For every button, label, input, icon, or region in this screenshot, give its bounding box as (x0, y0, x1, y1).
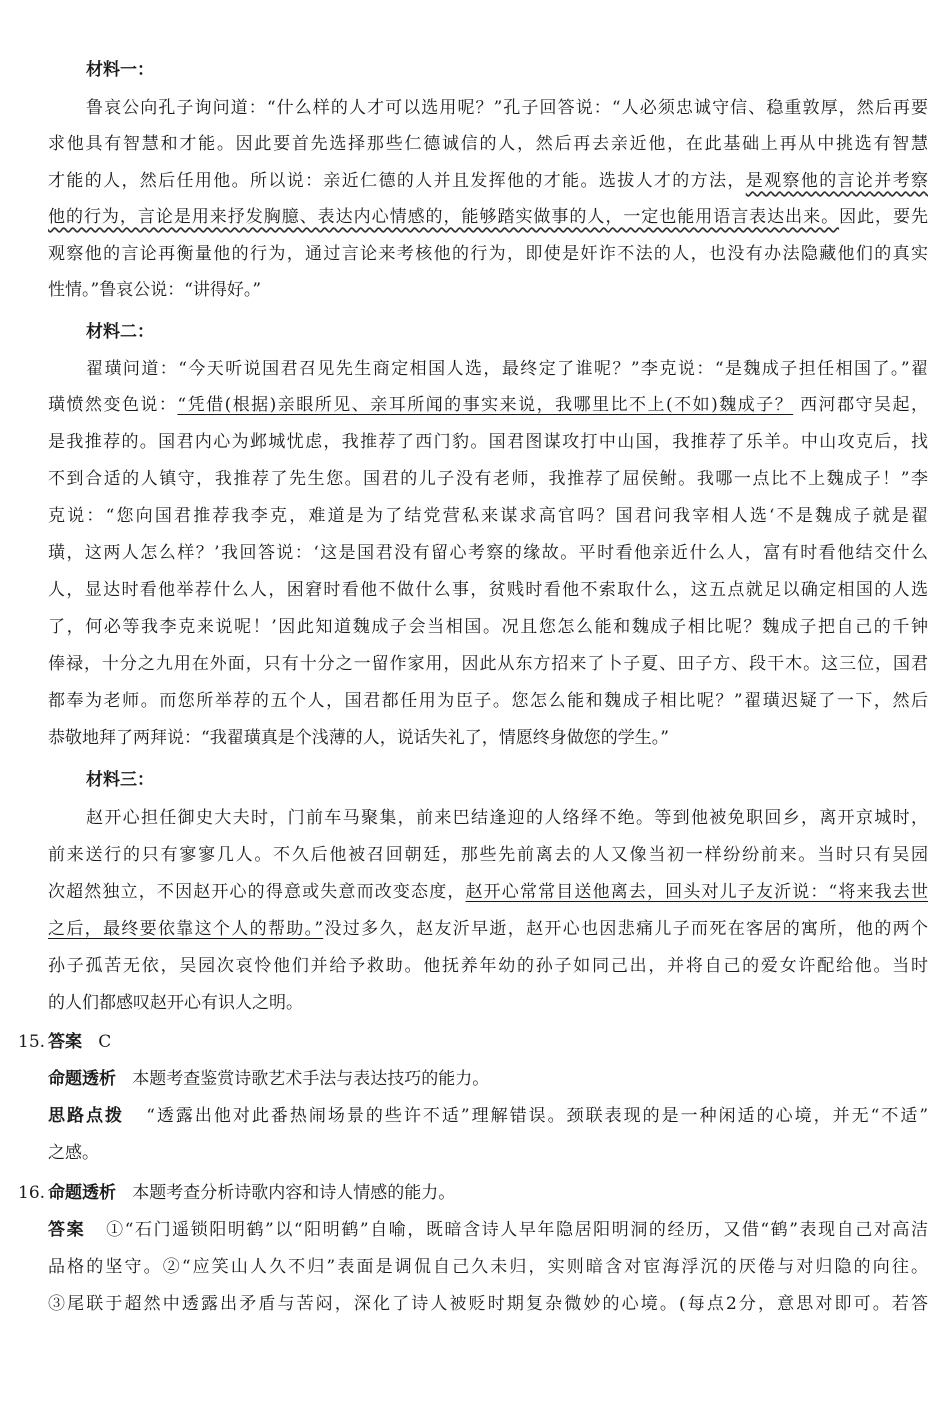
material-3-line: 之后，最终要依靠这个人的帮助。”没过多久，赵友沂早逝，赵开心也因悲痛儿子而死在客居的寓所，他的两个 (48, 919, 928, 939)
material-2-line: 璜愤然变色说：“凭借(根据)亲眼所见、亲耳所闻的事实来说，我哪里比不上(不如)魏成子？ 西河郡守吴起， (48, 395, 928, 415)
material-3-heading: 材料三： (86, 770, 154, 790)
material-2-line: 克说：“您向国君推荐我李克，难道是为了结党营私来谋求高官吗？国君问我宰相人选‘不是魏成子就是翟 (48, 506, 928, 526)
q16-answer-line: 品格的坚守。②“应笑山人久不归”表面是调侃自己久未归，实则暗含对宦海浮沉的厌倦与对归隐的向往。 (48, 1257, 928, 1277)
underlined-text: 之后，最终要依靠这个人的帮助。” (48, 919, 324, 939)
question-15-number: 15. (18, 1032, 46, 1052)
wavy-underlined-text: 他的行为，言论是用来抒发胸臆、表达内心情感的，能够踏实做事的人，一定也能用语言表达出来。 (48, 207, 840, 227)
answer-value: C (98, 1032, 112, 1052)
material-1-line: 观察他的言论再衡量他的行为，通过言论来考核他的行为，即使是奸诈不法的人，也没有办法隐藏他们的真实 (48, 244, 928, 264)
material-2-line: 恭敬地拜了两拜说：“我翟璜真是个浅薄的人，说话失礼了，情愿终身做您的学生。” (48, 728, 669, 748)
material-2-heading: 材料二： (86, 322, 154, 342)
material-2-line: 璜，这两人怎么样？’我回答说：‘这是国君没有留心考察的缘故。平时看他亲近什么人，富有时看他结交什么 (48, 543, 928, 563)
question-16-number: 16. (18, 1183, 46, 1203)
q16-intent-line: 命题透析 本题考查分析诗歌内容和诗人情感的能力。 (48, 1183, 456, 1203)
wavy-underlined-text: 是观察他的言论并考察 (745, 171, 928, 191)
q15-intent-line: 命题透析 本题考查鉴赏诗歌艺术手法与表达技巧的能力。 (48, 1069, 490, 1089)
material-2-line: 翟璜问道：“今天听说国君召见先生商定相国人选，最终定了谁呢？”李克说：“是魏成子担任相国了。”翟 (86, 359, 928, 379)
material-2-line: 俸禄，十分之九用在外面，只有十分之一留作家用，因此从东方招来了卜子夏、田子方、段干木。这三位，国君 (48, 654, 928, 674)
material-3-line: 次超然独立，不因赵开心的得意或失意而改变态度，赵开心常常目送他离去，回头对儿子友沂说：“将来我去世 (48, 882, 928, 902)
material-1-heading: 材料一： (86, 60, 154, 80)
q15-hint-line: 之感。 (48, 1143, 99, 1163)
q16-answer-line: ③尾联于超然中透露出矛盾与苦闷，深化了诗人被贬时期复杂微妙的心境。(每点2分，意思对即可。若答 (48, 1294, 928, 1314)
material-1-line: 求他具有智慧和才能。因此要首先选择那些仁德诚信的人，然后再去亲近他，在此基础上再从中挑选有智慧 (48, 134, 928, 154)
material-3-line: 的人们都感叹赵开心有识人之明。 (48, 993, 303, 1013)
underlined-text: “凭借(根据)亲眼所见、亲耳所闻的事实来说，我哪里比不上(不如)魏成子？ (177, 395, 794, 415)
material-3-line: 孙子孤苦无依，吴园次哀怜他们并给予救助。他抚养年幼的孙子如同己出，并将自己的爱女许配给他。当时 (48, 956, 928, 976)
material-1-line: 他的行为，言论是用来抒发胸臆、表达内心情感的，能够踏实做事的人，一定也能用语言表达出来。因此，要先 (48, 207, 928, 227)
material-2-line: 不到合适的人镇守，我推荐了先生您。国君的儿子没有老师，我推荐了屈侯鲋。我哪一点比不上魏成子！”李 (48, 469, 928, 489)
answer-label: 答案 (48, 1032, 82, 1052)
q16-answer-line: 答案 ①“石门遥锁阳明鹤”以“阳明鹤”自喻，既暗含诗人早年隐居阳明洞的经历，又借“鹤”表现自己对高洁 (48, 1220, 928, 1240)
material-1-line: 鲁哀公向孔子询问道：“什么样的人才可以选用呢？”孔子回答说：“人必须忠诚守信、稳重敦厚，然后再要 (86, 98, 928, 118)
underlined-text: 赵开心常常目送他离去，回头对儿子友沂说：“将来我去世 (465, 882, 928, 902)
intent-label: 命题透析 (48, 1183, 116, 1203)
material-2-line: 了，何必等我李克来说呢！’因此知道魏成子会当相国。况且您怎么能和魏成子相比呢？魏成子把自己的千钟 (48, 617, 928, 637)
material-2-line: 都奉为老师。而您所举荐的五个人，国君都任用为臣子。您怎么能和魏成子相比呢？”翟璜迟疑了一下，然后 (48, 691, 928, 711)
intent-label: 命题透析 (48, 1069, 116, 1089)
q15-hint-line: 思路点拨 “透露出他对此番热闹场景的些许不适”理解错误。颈联表现的是一种闲适的心境，并无“不适” (48, 1106, 928, 1126)
material-1-line: 才能的人，然后任用他。所以说：亲近仁德的人并且发挥他的才能。选拔人才的方法，是观察他的言论并考察 (48, 171, 928, 191)
material-2-line: 人，显达时看他举荐什么人，困窘时看他不做什么事，贫贱时看他不索取什么，这五点就足以确定相国的人选 (48, 580, 928, 600)
material-1-line: 性情。”鲁哀公说：“讲得好。” (48, 280, 262, 300)
material-3-line: 赵开心担任御史大夫时，门前车马聚集，前来巴结逢迎的人络绎不绝。等到他被免职回乡，离开京城时， (86, 808, 928, 828)
material-3-line: 前来送行的只有寥寥几人。不久后他被召回朝廷，那些先前离去的人又像当初一样纷纷前来。当时只有吴园 (48, 845, 928, 865)
material-2-line: 是我推荐的。国君内心为邺城忧虑，我推荐了西门豹。国君图谋攻打中山国，我推荐了乐羊。中山攻克后，找 (48, 432, 928, 452)
q15-answer-line (48, 1024, 928, 1060)
hint-label: 思路点拨 (48, 1106, 125, 1126)
answer-label: 答案 (48, 1220, 86, 1240)
